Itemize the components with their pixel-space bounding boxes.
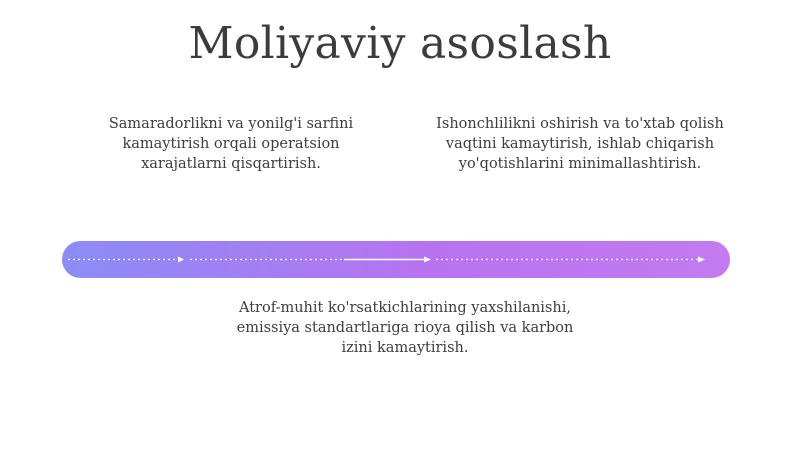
arrow-head-2 <box>424 257 431 263</box>
text-block-reliability: Ishonchlilikni oshirish va to'xtab qolish vaqtini kamaytirish, ishlab chiqarish yo'qotishlarini minimallashtirish. <box>436 116 724 172</box>
arrow-head-1 <box>178 257 184 263</box>
arrow-head-3 <box>698 257 705 263</box>
timeline-bar <box>62 241 730 278</box>
page-title: Moliyaviy asoslash <box>188 18 612 69</box>
text-block-environment: Atrof-muhit ko'rsatkichlarining yaxshilanishi, emissiya standartlariga rioya qilish va karbon izini kamaytirish. <box>236 300 574 356</box>
text-block-cost-reduction: Samaradorlikni va yonilg'i sarfini kamaytirish orqali operatsion xarajatlarni qisqartirish. <box>108 116 354 172</box>
timeline-arrows <box>62 241 730 278</box>
